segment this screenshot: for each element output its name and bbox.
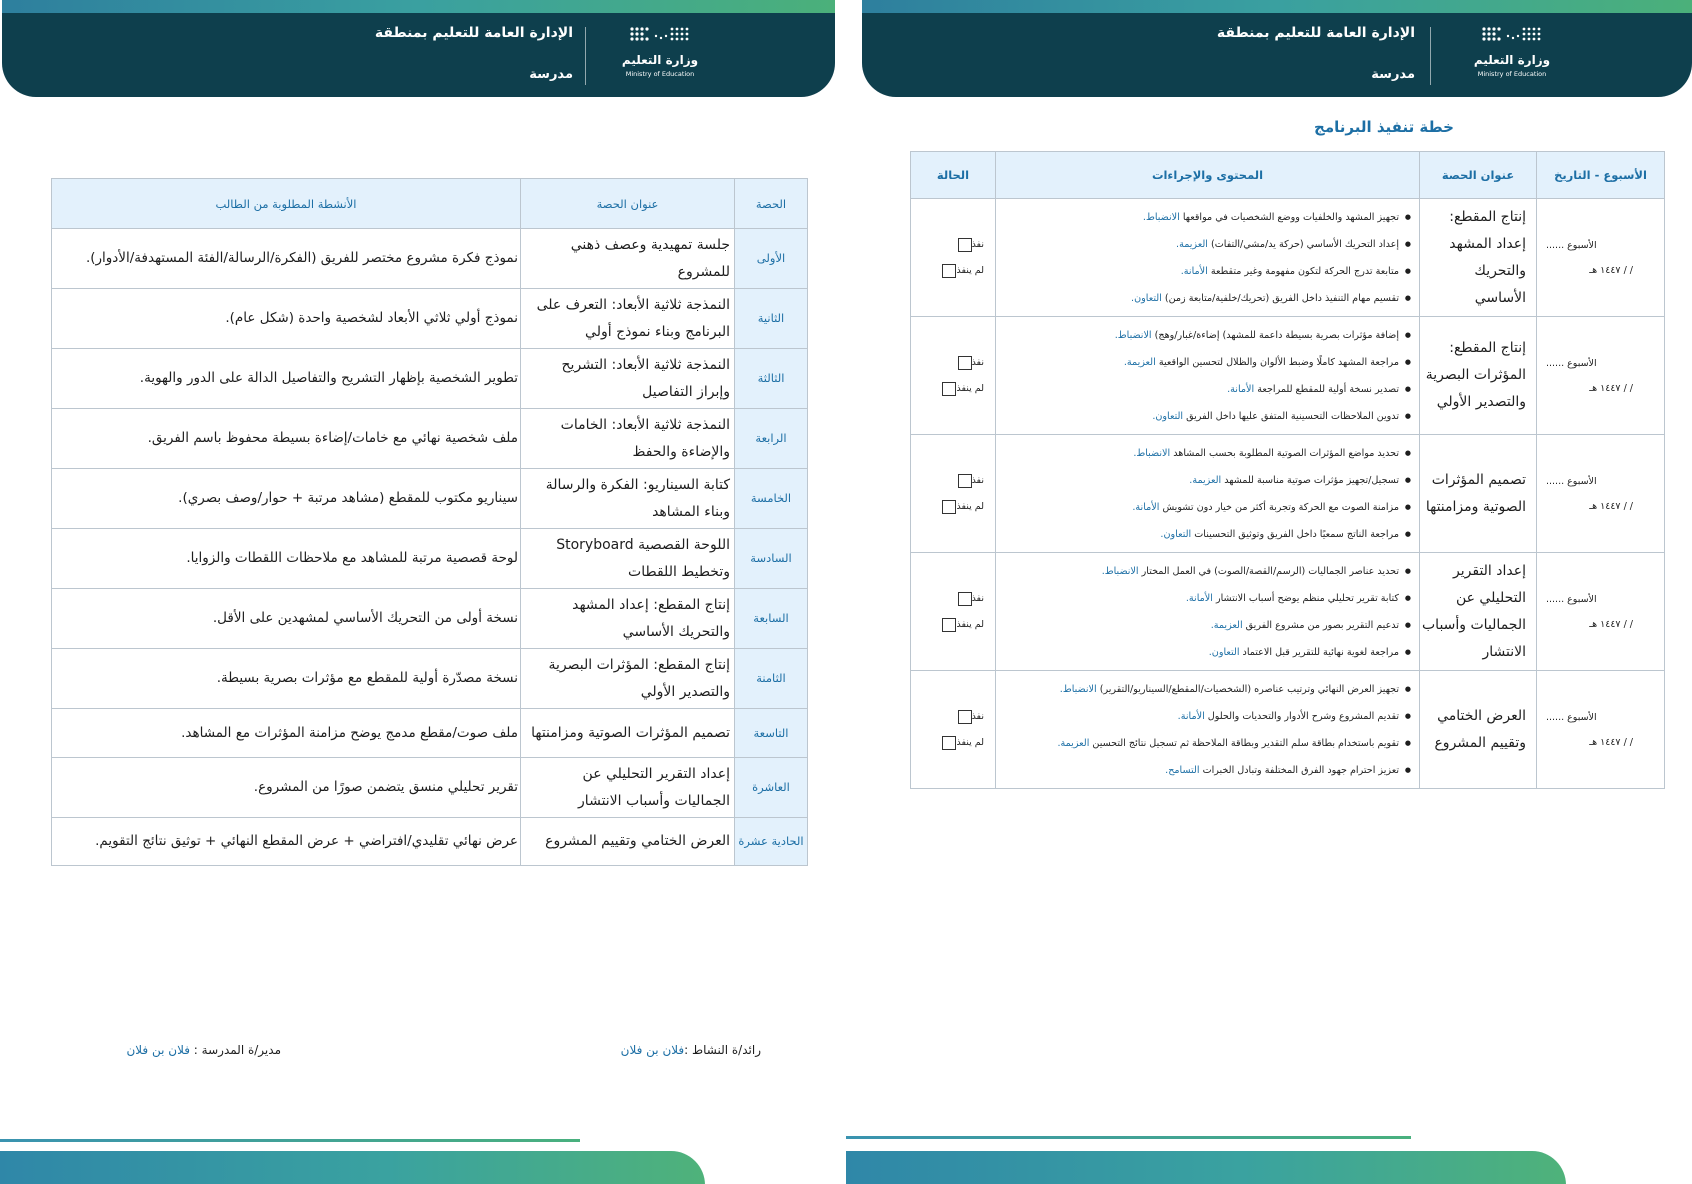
session-title: جلسة تمهيدية وعصف ذهني للمشروع xyxy=(521,229,735,289)
page-header xyxy=(862,13,1692,97)
session-title: النمذجة ثلاثية الأبعاد: التشريح وإبراز التفاصيل xyxy=(521,349,735,409)
not-done-label: لم ينفذ xyxy=(956,619,984,630)
item-value: العزيمة. xyxy=(1176,238,1208,250)
list-item xyxy=(1000,703,1411,730)
not-done-label: لم ينفذ xyxy=(956,265,984,276)
header-top-strip xyxy=(862,0,1692,13)
done-label: نفذ xyxy=(971,593,984,604)
header-school-label: مدرسة xyxy=(529,67,573,82)
session-activity: ملف شخصية نهائي مع خامات/إضاءة بسيطة محفوظ باسم الفريق. xyxy=(52,409,521,469)
session-title: إنتاج المقطع: إعداد المشهد والتحريك الأساسي xyxy=(521,589,735,649)
item-value: الانضباط. xyxy=(1142,211,1180,223)
status-done-option xyxy=(912,710,994,724)
session-number: السادسة xyxy=(735,529,808,589)
list-item xyxy=(1000,231,1411,258)
content-cell xyxy=(996,435,1420,553)
done-checkbox[interactable] xyxy=(958,710,972,724)
week-label: الأسبوع ...... xyxy=(1546,357,1597,369)
status-cell xyxy=(911,435,996,553)
item-text: تدعيم التقرير بصور من مشروع الفريق xyxy=(1245,619,1399,631)
session-title: إنتاج المقطع: المؤثرات البصرية والتصدير الأولي xyxy=(521,649,735,709)
activity-leader-label: رائد/ة النشاط : xyxy=(684,1043,761,1057)
content-cell xyxy=(996,553,1420,671)
session-number: الثالثة xyxy=(735,349,808,409)
footer-wave xyxy=(0,1151,705,1184)
list-item xyxy=(1000,467,1411,494)
not-done-checkbox[interactable] xyxy=(942,382,956,396)
week-label: الأسبوع ...... xyxy=(1546,593,1597,605)
table-row xyxy=(52,589,808,649)
table-row xyxy=(911,671,1665,789)
footer-line xyxy=(0,1139,580,1142)
list-item xyxy=(1000,558,1411,585)
item-value: التعاون. xyxy=(1208,646,1240,658)
status-done-option xyxy=(912,474,994,488)
principal-signature xyxy=(126,1043,281,1057)
status-done-option xyxy=(912,356,994,370)
header-divider xyxy=(585,27,586,85)
activities-table xyxy=(51,178,808,866)
not-done-label: لم ينفذ xyxy=(956,501,984,512)
session-title: تصميم المؤثرات الصوتية ومزامنتها xyxy=(1420,435,1537,553)
session-title: تصميم المؤثرات الصوتية ومزامنتها xyxy=(521,709,735,758)
week-date-cell xyxy=(1537,553,1665,671)
status-not-done-option xyxy=(912,500,994,514)
header-title: الإدارة العامة للتعليم بمنطقة xyxy=(374,25,573,41)
session-title: إعداد التقرير التحليلي عن الجماليات وأسباب الانتشار xyxy=(1420,553,1537,671)
done-checkbox[interactable] xyxy=(958,592,972,606)
done-label: نفذ xyxy=(971,475,984,486)
ministry-dots-icon xyxy=(620,23,700,51)
session-number: الحادية عشرة xyxy=(735,818,808,866)
status-cell xyxy=(911,553,996,671)
week-label: الأسبوع ...... xyxy=(1546,475,1597,487)
session-number: التاسعة xyxy=(735,709,808,758)
item-value: التعاون. xyxy=(1152,410,1184,422)
session-activity: لوحة قصصية مرتبة للمشاهد مع ملاحظات اللقطات والزوايا. xyxy=(52,529,521,589)
item-text: مراجعة لغوية نهائية للتقرير قبل الاعتماد xyxy=(1242,646,1399,658)
table-row xyxy=(911,317,1665,435)
item-value: العزيمة. xyxy=(1189,474,1222,486)
table-row xyxy=(911,199,1665,317)
header-divider xyxy=(1430,27,1431,85)
table-row xyxy=(911,553,1665,671)
header-school-label: مدرسة xyxy=(1371,67,1415,82)
footer-wave xyxy=(846,1151,1566,1184)
footer-line xyxy=(846,1136,1411,1139)
table-row xyxy=(911,435,1665,553)
session-title: العرض الختامي وتقييم المشروع xyxy=(521,818,735,866)
col-header-week-date: الأسبوع - التاريخ xyxy=(1537,152,1665,199)
activities-table-header xyxy=(52,179,808,229)
item-text: متابعة تدرج الحركة لتكون مفهومة وغير متقطعة xyxy=(1210,265,1399,277)
ministry-logo xyxy=(620,23,700,83)
week-date-cell xyxy=(1537,199,1665,317)
status-done-option xyxy=(912,592,994,606)
date-label: / / ١٤٤٧ هـ xyxy=(1589,736,1633,748)
session-number: الأولى xyxy=(735,229,808,289)
item-text: إعداد التحريك الأساسي (حركة يد/مشي/التفات) xyxy=(1211,238,1399,250)
item-text: تصدير نسخة أولية للمقطع للمراجعة xyxy=(1257,383,1399,395)
week-date-cell xyxy=(1537,317,1665,435)
principal-name: فلان بن فلان xyxy=(126,1043,190,1057)
header-title: الإدارة العامة للتعليم بمنطقة xyxy=(1216,25,1415,41)
activity-leader-name: فلان بن فلان xyxy=(620,1043,685,1057)
session-title: اللوحة القصصية Storyboard وتخطيط اللقطات xyxy=(521,529,735,589)
not-done-label: لم ينفذ xyxy=(956,383,984,394)
col-header-activities: الأنشطة المطلوبة من الطالب xyxy=(52,179,521,229)
item-value: العزيمة. xyxy=(1057,737,1090,749)
session-title: النمذجة ثلاثية الأبعاد: التعرف على البرنامج وبناء نموذج أولي xyxy=(521,289,735,349)
list-item xyxy=(1000,585,1411,612)
right-page xyxy=(846,0,1692,1184)
status-not-done-option xyxy=(912,736,994,750)
item-value: الانضباط. xyxy=(1101,565,1139,577)
item-text: مراجعة الناتج سمعيًا داخل الفريق وتوثيق التحسينات xyxy=(1194,528,1399,540)
session-activity: عرض نهائي تقليدي/افتراضي + عرض المقطع النهائي + توثيق نتائج التقويم. xyxy=(52,818,521,866)
item-value: التسامح. xyxy=(1165,764,1200,776)
item-text: تحديد مواضع المؤثرات الصوتية المطلوبة بحسب المشاهد xyxy=(1173,447,1399,459)
done-checkbox[interactable] xyxy=(958,356,972,370)
date-label: / / ١٤٤٧ هـ xyxy=(1589,264,1633,276)
list-item xyxy=(1000,204,1411,231)
item-text: تجهيز المشهد والخلفيات ووضع الشخصيات في مواقعها xyxy=(1182,211,1399,223)
session-number: الثانية xyxy=(735,289,808,349)
logo-english-text: Ministry of Education xyxy=(625,70,695,78)
table-row xyxy=(52,818,808,866)
item-value: الانضباط. xyxy=(1059,683,1097,695)
session-title: العرض الختامي وتقييم المشروع xyxy=(1420,671,1537,789)
list-item xyxy=(1000,730,1411,757)
status-not-done-option xyxy=(912,382,994,396)
list-item xyxy=(1000,376,1411,403)
list-item xyxy=(1000,349,1411,376)
principal-label: مدير/ة المدرسة : xyxy=(193,1043,281,1057)
session-number: الثامنة xyxy=(735,649,808,709)
not-done-checkbox[interactable] xyxy=(942,736,956,750)
item-text: تدوين الملاحظات التحسينية المتفق عليها داخل الفريق xyxy=(1186,410,1399,422)
item-text: تجهيز العرض النهائي وترتيب عناصره (الشخصيات/المقطع/السيناريو/التقرير) xyxy=(1099,683,1399,695)
status-cell xyxy=(911,317,996,435)
item-text: تقويم باستخدام بطاقة سلم التقدير وبطاقة الملاحظة ثم تسجيل نتائج التحسين xyxy=(1092,737,1399,749)
item-value: التعاون. xyxy=(1131,292,1162,304)
item-text: تحديد عناصر الجماليات (الرسم/القصة/الصوت) في العمل المختار xyxy=(1141,565,1399,577)
session-activity: سيناريو مكتوب للمقطع (مشاهد مرتبة + حوار/وصف بصري). xyxy=(52,469,521,529)
done-label: نفذ xyxy=(971,357,984,368)
session-activity: نسخة مصدّرة أولية للمقطع مع مؤثرات بصرية بسيطة. xyxy=(52,649,521,709)
content-cell xyxy=(996,199,1420,317)
session-number: الرابعة xyxy=(735,409,808,469)
done-label: نفذ xyxy=(971,239,984,250)
item-value: الانضباط. xyxy=(1114,329,1152,341)
session-title: النمذجة ثلاثية الأبعاد: الخامات والإضاءة والحفظ xyxy=(521,409,735,469)
table-row xyxy=(52,469,808,529)
done-checkbox[interactable] xyxy=(958,474,972,488)
not-done-checkbox[interactable] xyxy=(942,264,956,278)
week-label: الأسبوع ...... xyxy=(1546,239,1597,251)
item-text: تقديم المشروع وشرح الأدوار والتحديات والحلول xyxy=(1207,710,1399,722)
not-done-checkbox[interactable] xyxy=(942,618,956,632)
list-item xyxy=(1000,322,1411,349)
not-done-checkbox[interactable] xyxy=(942,500,956,514)
list-item xyxy=(1000,285,1411,312)
session-title: كتابة السيناريو: الفكرة والرسالة وبناء المشاهد xyxy=(521,469,735,529)
logo-arabic-text: وزارة التعليم xyxy=(1473,53,1551,67)
col-header-title: عنوان الحصة xyxy=(521,179,735,229)
list-item xyxy=(1000,676,1411,703)
item-text: كتابة تقرير تحليلي منظم يوضح أسباب الانتشار xyxy=(1215,592,1399,604)
table-row xyxy=(52,649,808,709)
table-row xyxy=(52,409,808,469)
content-cell xyxy=(996,317,1420,435)
item-value: الأمانة. xyxy=(1185,592,1213,604)
session-activity: نموذج فكرة مشروع مختصر للفريق (الفكرة/الرسالة/الفئة المستهدفة/الأدوار). xyxy=(52,229,521,289)
list-item xyxy=(1000,521,1411,548)
date-label: / / ١٤٤٧ هـ xyxy=(1589,618,1633,630)
table-row xyxy=(52,229,808,289)
session-activity: ملف صوت/مقطع مدمج يوضح مزامنة المؤثرات مع المشاهد. xyxy=(52,709,521,758)
status-done-option xyxy=(912,238,994,252)
session-title: إنتاج المقطع: المؤثرات البصرية والتصدير الأولي xyxy=(1420,317,1537,435)
item-value: الأمانة. xyxy=(1180,265,1208,277)
date-label: / / ١٤٤٧ هـ xyxy=(1589,500,1633,512)
header-top-strip xyxy=(2,0,835,13)
session-title: إعداد التقرير التحليلي عن الجماليات وأسباب الانتشار xyxy=(521,758,735,818)
session-activity: تقرير تحليلي منسق يتضمن صورًا من المشروع. xyxy=(52,758,521,818)
col-header-content: المحتوى والإجراءات xyxy=(996,152,1420,199)
table-row xyxy=(52,758,808,818)
week-date-cell xyxy=(1537,435,1665,553)
item-value: التعاون. xyxy=(1160,528,1192,540)
date-label: / / ١٤٤٧ هـ xyxy=(1589,382,1633,394)
table-row xyxy=(52,709,808,758)
item-text: مراجعة المشهد كاملًا وضبط الألوان والظلال لتحسين الواقعية xyxy=(1158,356,1399,368)
page-header xyxy=(2,13,835,97)
session-activity: نموذج أولي ثلاثي الأبعاد لشخصية واحدة (شكل عام). xyxy=(52,289,521,349)
item-text: مزامنة الصوت مع الحركة وتجربة أكثر من خيار دون تشويش xyxy=(1162,501,1399,513)
item-value: الانضباط. xyxy=(1133,447,1171,459)
not-done-label: لم ينفذ xyxy=(956,737,984,748)
list-item xyxy=(1000,440,1411,467)
col-header-title: عنوان الحصة xyxy=(1420,152,1537,199)
status-cell xyxy=(911,199,996,317)
session-number: الخامسة xyxy=(735,469,808,529)
session-activity: تطوير الشخصية بإظهار التشريح والتفاصيل الدالة على الدور والهوية. xyxy=(52,349,521,409)
item-text: تقسيم مهام التنفيذ داخل الفريق (تحريك/خلفية/متابعة زمن) xyxy=(1164,292,1399,304)
item-text: تعزيز احترام جهود الفرق المختلفة وتبادل الخبرات xyxy=(1202,764,1399,776)
list-item xyxy=(1000,258,1411,285)
col-header-status: الحالة xyxy=(911,152,996,199)
item-text: تسجيل/تجهيز مؤثرات صوتية مناسبة للمشهد xyxy=(1224,474,1399,486)
logo-arabic-text: وزارة التعليم xyxy=(621,53,699,67)
item-value: الأمانة. xyxy=(1132,501,1160,513)
status-cell xyxy=(911,671,996,789)
list-item xyxy=(1000,403,1411,430)
week-label: الأسبوع ...... xyxy=(1546,711,1597,723)
list-item xyxy=(1000,612,1411,639)
plan-title: خطة تنفيذ البرنامج xyxy=(1314,118,1454,136)
list-item xyxy=(1000,757,1411,784)
item-value: العزيمة. xyxy=(1210,619,1243,631)
table-row xyxy=(52,349,808,409)
activity-leader-signature xyxy=(621,1043,761,1057)
ministry-dots-icon xyxy=(1472,23,1552,51)
item-value: الأمانة. xyxy=(1177,710,1205,722)
done-label: نفذ xyxy=(971,711,984,722)
session-title: إنتاج المقطع: إعداد المشهد والتحريك الأساسي xyxy=(1420,199,1537,317)
week-date-cell xyxy=(1537,671,1665,789)
table-row xyxy=(52,289,808,349)
session-number: العاشرة xyxy=(735,758,808,818)
list-item xyxy=(1000,494,1411,521)
status-not-done-option xyxy=(912,618,994,632)
col-header-session: الحصة xyxy=(735,179,808,229)
status-not-done-option xyxy=(912,264,994,278)
list-item xyxy=(1000,639,1411,666)
item-value: الأمانة. xyxy=(1227,383,1255,395)
content-cell xyxy=(996,671,1420,789)
logo-english-text: Ministry of Education xyxy=(1477,70,1547,78)
ministry-logo xyxy=(1472,23,1552,83)
plan-table-header xyxy=(911,152,1665,199)
done-checkbox[interactable] xyxy=(958,238,972,252)
session-activity: نسخة أولى من التحريك الأساسي لمشهدين على الأقل. xyxy=(52,589,521,649)
item-text: إضافة مؤثرات بصرية بسيطة داعمة للمشهد) إضاءة/غبار/وهج) xyxy=(1154,329,1399,341)
session-number: السابعة xyxy=(735,589,808,649)
item-value: العزيمة. xyxy=(1123,356,1156,368)
table-row xyxy=(52,529,808,589)
plan-table xyxy=(910,151,1665,789)
